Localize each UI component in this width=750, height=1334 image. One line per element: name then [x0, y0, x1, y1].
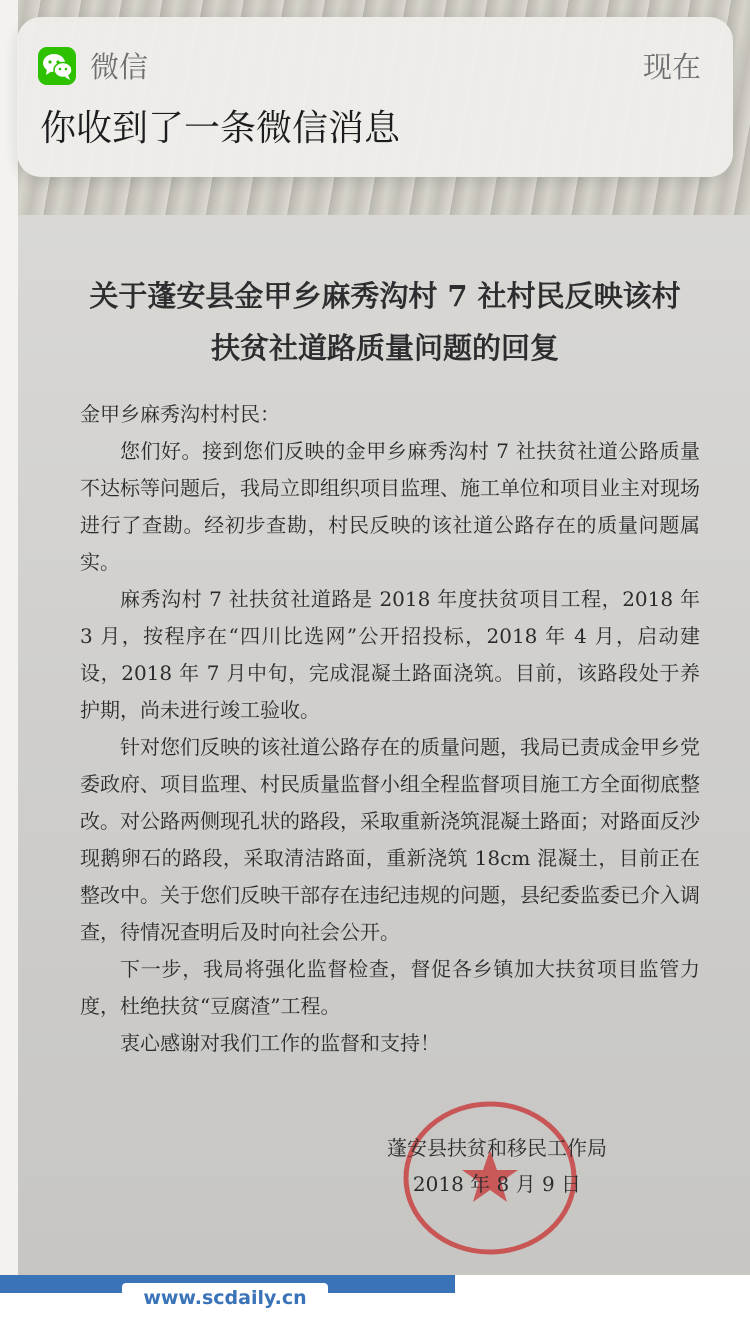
- signature-organization: 蓬安县扶贫和移民工作局: [387, 1136, 607, 1160]
- notification-time: 现在: [642, 50, 701, 84]
- notification-app-name: 微信: [90, 50, 149, 84]
- document-title: [60, 270, 710, 374]
- document-paragraph-2: 麻秀沟村 7 社扶贫社道路是 2018 年度扶贫项目工程，2018 年 3 月，按程序在“四川比选网”公开招投标，2018 年 4 月，启动建设，2018 年 7 月中旬，完成混凝土路面浇筑。目前，该路段处于养护期，尚未进行竣工验收。: [80, 587, 700, 722]
- document-signature: [372, 1130, 622, 1202]
- document-title-line1: 关于蓬安县金甲乡麻秀沟村 7 社村民反映该村: [89, 279, 681, 313]
- document-paragraph-1: 您们好。接到您们反映的金甲乡麻秀沟村 7 社扶贫社道公路质量不达标等问题后，我局立即组织项目监理、施工单位和项目业主对现场进行了查勘。经初步查勘，村民反映的该社道公路存在的质量问题属实。: [80, 439, 700, 574]
- photo-left-edge: [0, 0, 18, 1275]
- notification-banner[interactable]: [17, 17, 733, 177]
- document-salutation: 金甲乡麻秀沟村村民：: [80, 402, 280, 426]
- document-title-line2: 扶贫社道路质量问题的回复: [210, 331, 559, 365]
- notification-message: 你收到了一条微信消息: [40, 108, 401, 149]
- watermark-url: www.scdaily.cn: [122, 1283, 328, 1313]
- document-paragraph-3: 针对您们反映的该社道公路存在的质量问题，我局已责成金甲乡党委政府、项目监理、村民质量监督小组全程监督项目施工方全面彻底整改。对公路两侧现孔状的路段，采取重新浇筑混凝土路面；对路面反沙现鹅卵石的路段，采取清洁路面，重新浇筑 18cm 混凝土，目前正在整改中。关于您们反映干部存在违纪违规的问题，县纪委监委已介入调查，待情况查明后及时向社会公开。: [80, 735, 700, 944]
- signature-date: 2018 年 8 月 9 日: [412, 1172, 582, 1196]
- wechat-icon: [38, 47, 76, 85]
- document-paragraph-4: 下一步，我局将强化监督检查，督促各乡镇加大扶贫项目监管力度，杜绝扶贫“豆腐渣”工程。: [80, 957, 700, 1018]
- document-closing: 衷心感谢对我们工作的监督和支持！: [120, 1031, 440, 1055]
- document-body: [80, 396, 700, 1062]
